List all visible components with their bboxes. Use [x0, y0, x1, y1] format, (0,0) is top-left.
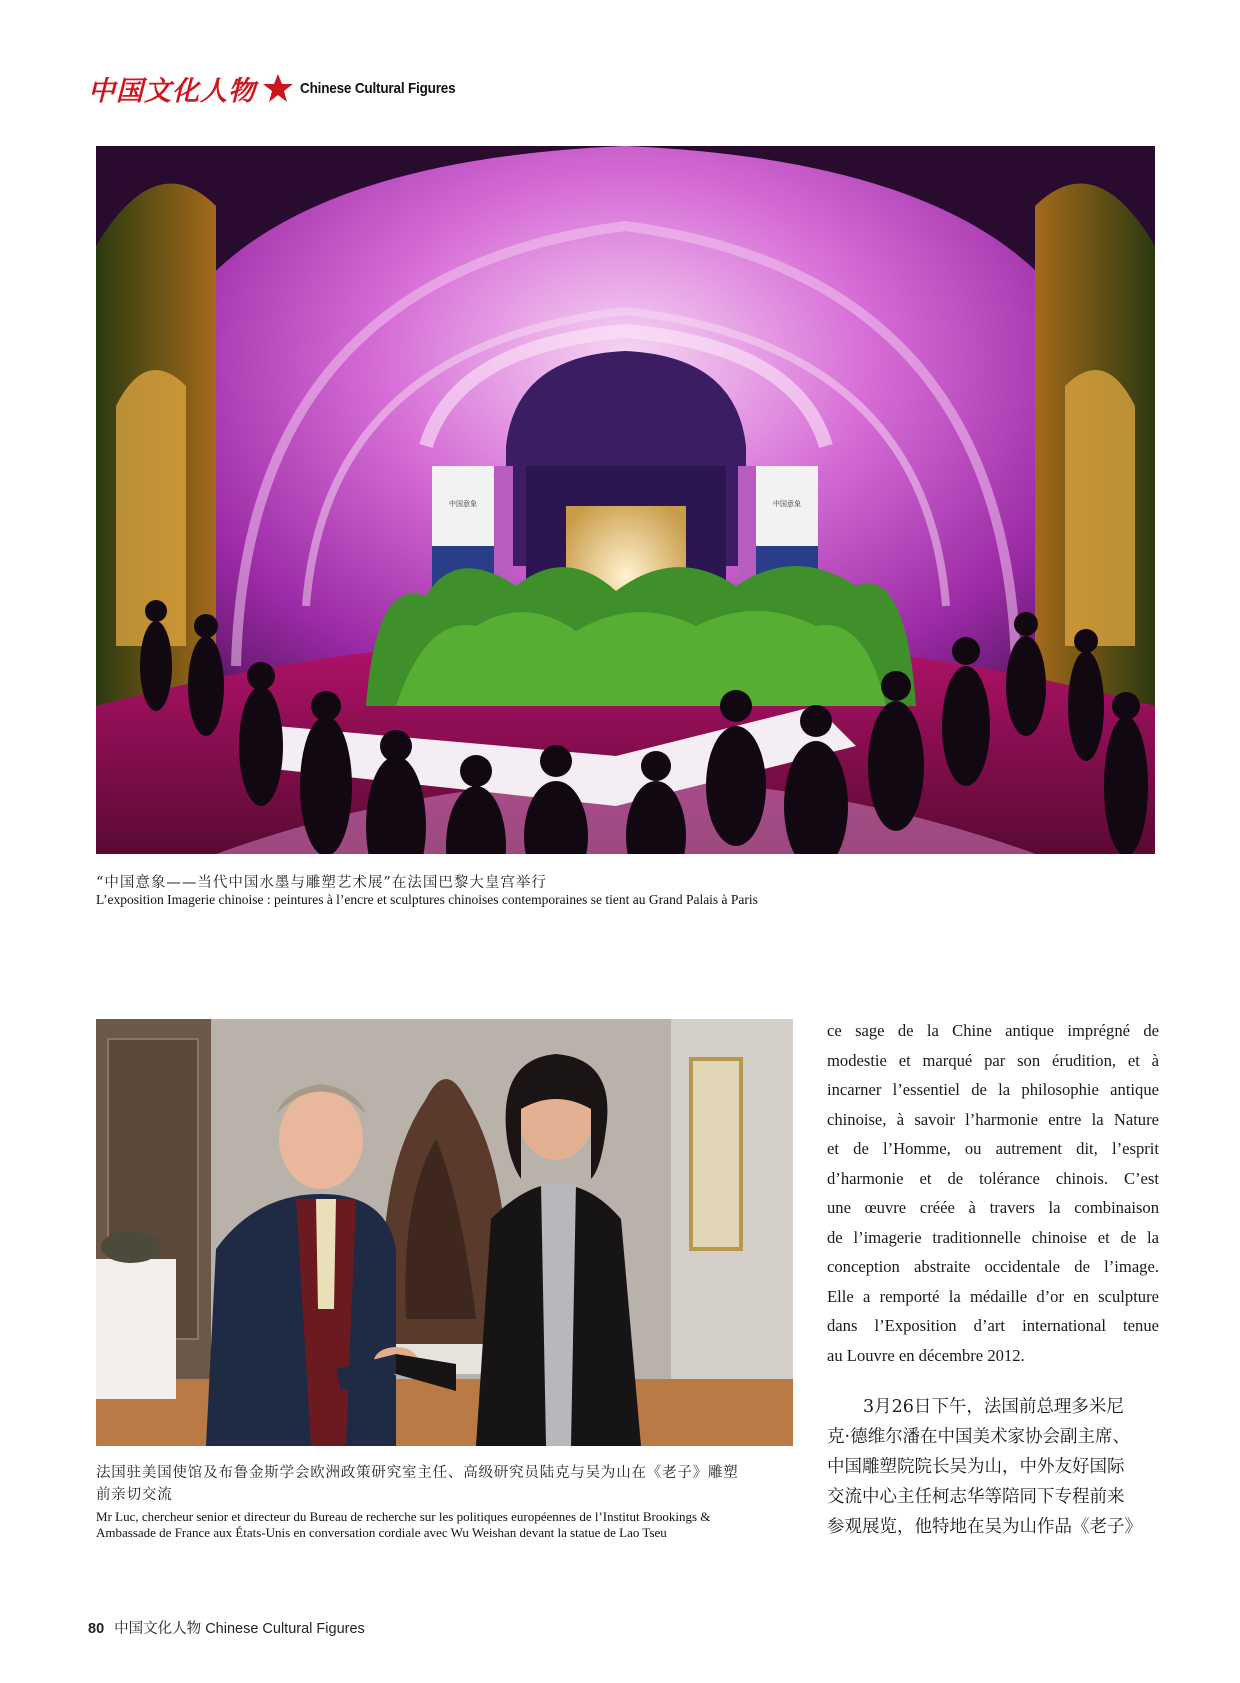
- body-cn-line: 参观展览，他特地在吴为山作品《老子》: [827, 1517, 1142, 1537]
- body-fr-line: d’harmonie et de tolérance chinois. C’est: [827, 1168, 1159, 1188]
- body-cn-line: 交流中心主任柯志华等陪同下专程前来: [827, 1487, 1125, 1507]
- photo1-caption-fr: L’exposition Imagerie chinoise : peintures à l’encre et sculptures chinoises contemporaines se tient au Grand Palais à Paris: [96, 892, 758, 907]
- body-fr-line: et de l’Homme, ou autrement dit, l’esprit: [827, 1139, 1159, 1158]
- body-fr-line: ce sage de la Chine antique imprégné de: [827, 1021, 1159, 1040]
- body-cn-line: 中国雕塑院院长吴为山，中外友好国际: [827, 1457, 1125, 1477]
- body-cn-line: 克·德维尔潘在中国美术家协会副主席、: [827, 1427, 1131, 1447]
- body-cn-line: 3月26日下午，法国前总理多米尼: [863, 1397, 1124, 1417]
- footer-magazine-title: 中国文化人物 Chinese Cultural Figures: [114, 1621, 365, 1637]
- star-icon: [262, 72, 294, 104]
- page-footer: [88, 1617, 365, 1638]
- photo2-caption-cn-line: 前亲切交流: [96, 1487, 173, 1503]
- photo1-caption-cn: “中国意象——当代中国水墨与雕塑艺术展”在法国巴黎大皇宫举行: [96, 875, 547, 891]
- photo2-caption-fr: [96, 1509, 796, 1541]
- photo2-caption-fr-line: Ambassade de France aux États-Unis en conversation cordiale avec Wu Weishan devant la statue de Lao Tseu: [96, 1525, 667, 1540]
- body-fr-line: Elle a remporté la médaille d’or en sculpture: [827, 1286, 1159, 1306]
- body-text-cn: [827, 1392, 1162, 1542]
- body-fr-line: dans l’Exposition d’art international tenue: [827, 1316, 1159, 1335]
- lao-tzu-statue-photo: [96, 1019, 793, 1446]
- body-fr-line: chinoise, à savoir l’harmonie entre la Nature: [827, 1109, 1159, 1129]
- body-fr-line: une œuvre créée à travers la combinaison: [827, 1198, 1159, 1217]
- page-number: 80: [88, 1621, 105, 1637]
- exhibition-hall-photo: [96, 146, 1155, 854]
- banner-right-text: 中国意象: [773, 500, 801, 508]
- body-fr-line: de l’imagerie traditionnelle chinoise et de la: [827, 1227, 1159, 1247]
- masthead-title-en: Chinese Cultural Figures: [300, 79, 456, 97]
- photo2-caption-cn: [96, 1462, 796, 1506]
- masthead: [88, 68, 473, 108]
- banner-left-text: 中国意象: [449, 500, 477, 508]
- body-fr-line: modestie et marqué par son érudition, et à: [827, 1050, 1159, 1070]
- body-fr-line: conception abstraite occidentale de l’image.: [827, 1257, 1159, 1276]
- body-text-fr: [827, 1016, 1159, 1370]
- photo2-caption-cn-line: 法国驻美国使馆及布鲁金斯学会欧洲政策研究室主任、高级研究员陆克与吴为山在《老子》雕塑: [96, 1465, 739, 1481]
- masthead-title-cn: 中国文化人物: [88, 75, 256, 107]
- body-fr-line: au Louvre en décembre 2012.: [827, 1345, 1025, 1365]
- body-fr-line: incarner l’essentiel de la philosophie antique: [827, 1080, 1159, 1099]
- photo2-caption-fr-line: Mr Luc, chercheur senior et directeur du Bureau de recherche sur les politiques européennes de l’Institut Brookings &: [96, 1509, 711, 1524]
